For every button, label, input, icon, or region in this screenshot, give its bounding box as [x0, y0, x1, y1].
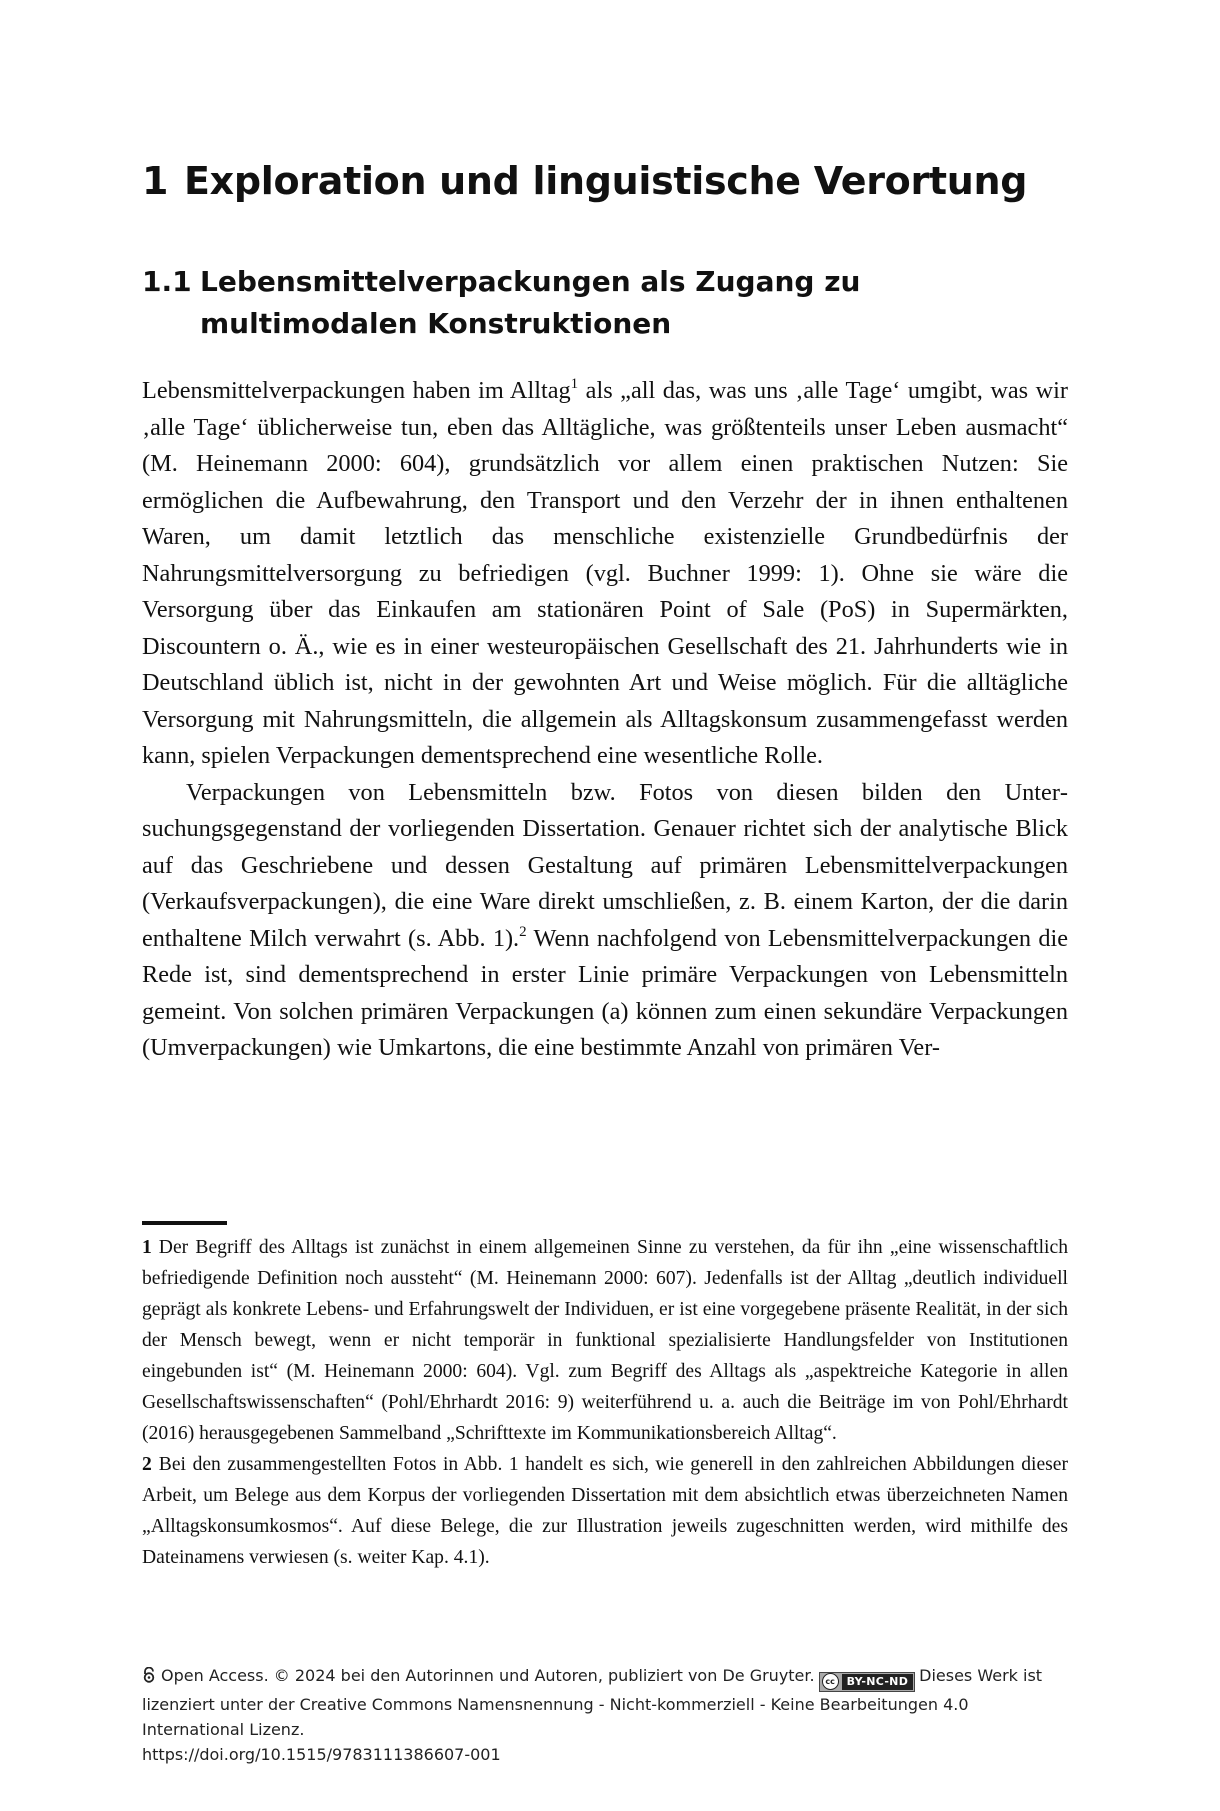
license-notice	[142, 1663, 1068, 1767]
footnote-text: Bei den zusammengestellten Fotos in Abb. 1 handelt es sich, wie generell in den zahlreichen Abbildungen dieser Arbeit, um Belege aus dem Korpus der vorliegenden Dissertation mit dem absichtlich etwas überzeichneten Namen „Alltagskonsumkosmos“. Auf diese Belege, die zur Illustration jeweils zugeschnitten werden, wird mithilfe des Dateinamens verwiesen (s. weiter Kap. 4.1).	[142, 1454, 1068, 1568]
paragraph-text: Lebensmittelverpackungen haben im Alltag	[142, 377, 571, 404]
section-number: 1.1	[142, 265, 192, 298]
body-text	[142, 373, 1068, 1067]
open-access-icon	[142, 1667, 156, 1683]
footnotes	[142, 1232, 1068, 1573]
paragraph-text: Verpackungen von Lebensmitteln bzw. Fotos von diesen bilden den Untersuchungsgegenstand der vorliegenden Dissertation. Genauer richtet sich der analytische Blick auf das Geschriebene und dessen Gestaltung auf primären Lebensmittelverpackungen (Verkaufsverpackungen), die eine Ware direkt umschließen, z. B. einem Karton, der die darin enthaltene Milch verwahrt (s. Abb. 1).	[142, 778, 1068, 952]
paragraph-text: als „all das, was uns ‚alle Tage‘ umgibt, was wir ‚alle Tage‘ üblicherweise tun, eben das Alltägliche, was größtenteils unser Leben ausmacht“ (M. Heinemann 2000: 604), grundsätzlich vor allem einen praktischen Nutzen: Sie ermöglichen die Aufbewahrung, den Transport und den Verzehr der in ihnen enthaltenen Waren, um damit letztlich das menschliche existenzielle Grundbedürfnis der Nahrungsmittelversorgung zu befriedigen (vgl. Buchner 1999: 1). Ohne sie wäre die Versorgung über das Einkaufen am stationären Point of Sale (PoS) in Supermärkten, Discountern o. Ä., wie es in einer westeuropäischen Gesellschaft des 21. Jahrhunderts wie in Deutschland üblich ist, nicht in der gewohnten Art und Weise möglich. Für die alltägliche Versorgung mit Nahrungsmitteln, die allgemein als Alltagskonsum zusammengefasst werden kann, spielen Verpackungen dementsprechend eine wesentliche Rolle.	[142, 377, 1068, 769]
footnote-text: Der Begriff des Alltags ist zunächst in einem allgemeinen Sinne zu verstehen, da für ihn „eine wissenschaftlich befriedigende Definition noch aussteht“ (M. Heinemann 2000: 607). Jedenfalls ist der Alltag „deutlich individuell geprägt als konkrete Lebens- und Erfahrungswelt der Individuen, er ist eine vorgegebene präsente Realität, in der sich der Mensch bewegt, wenn er nicht temporär in funktional spezialisierte Handlungsfelder von Institutionen eingebunden ist“ (M. Heinemann 2000: 604). Vgl. zum Begriff des Alltags als „aspektreiche Kategorie in allen Gesellschaftswissenschaften“ (Pohl/Ehrhardt 2016: 9) weiterführend u. a. auch die Beiträge im von Pohl/Ehrhardt (2016) herausgegebenen Sammelband „Schrifttexte im Kommunikationsbereich Alltag“.	[142, 1237, 1068, 1444]
footnote-ref[interactable]: 1	[570, 376, 579, 392]
paragraph	[142, 373, 1068, 775]
footnote	[142, 1232, 1068, 1449]
paragraph	[142, 775, 1068, 1067]
license-text-before: Open Access. © 2024 bei den Autorinnen und Autoren, publiziert von De Gruyter.	[161, 1666, 815, 1685]
paragraph-text: Wenn nachfolgend von Lebensmittelverpackungen die Rede ist, sind dementsprechend in erster Linie primäre Verpackungen von Lebensmitteln gemeint. Von solchen primären Verpackungen (a) können zum einen sekundäre Verpackungen (Umverpackungen) wie Umkartons, die eine bestimmte Anzahl von primären Ver-	[142, 924, 1068, 1061]
footnote-divider	[142, 1221, 227, 1225]
chapter-title-text: Exploration und linguistische Verortung	[184, 159, 1028, 203]
license-text	[142, 1663, 1068, 1742]
chapter-number: 1	[142, 159, 169, 203]
footnote-number: 1	[142, 1237, 152, 1258]
footnote	[142, 1449, 1068, 1573]
cc-license-badge[interactable]	[819, 1672, 916, 1692]
license-text-after: Dieses Werk ist lizenziert unter der Creative Commons Namensnennung - Nicht-kommerziell - Keine Bearbeitungen 4.0 International Lizenz.	[142, 1666, 1043, 1739]
chapter-title	[142, 159, 1027, 203]
cc-icon: cc	[822, 1673, 839, 1690]
footnote-ref[interactable]: 2	[519, 923, 527, 940]
cc-license-terms: BY-NC-ND	[842, 1674, 914, 1690]
footnote-number: 2	[142, 1454, 152, 1475]
section-title	[142, 261, 1068, 345]
doi-link[interactable]: https://doi.org/10.1515/9783111386607-001	[142, 1744, 501, 1764]
section-title-text: Lebensmittelverpackungen als Zugang zu multimodalen Konstruktionen	[200, 265, 861, 340]
